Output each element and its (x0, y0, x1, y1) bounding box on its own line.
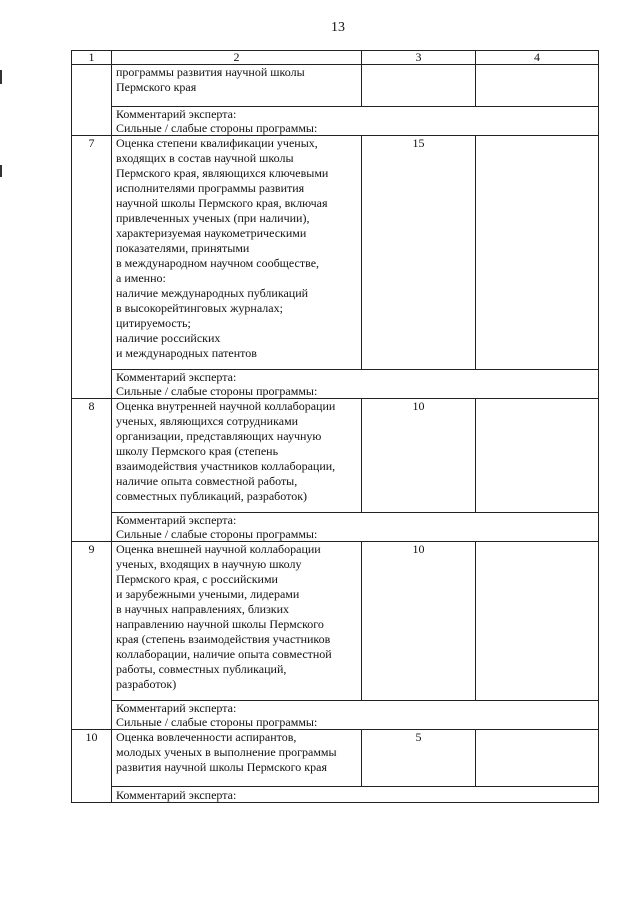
comment-row (72, 513, 599, 542)
comment-cell (112, 370, 599, 399)
criterion-line: исполнителями программы развития (116, 181, 305, 195)
criterion-line: в научных направлениях, близких (116, 602, 290, 616)
criterion-line: и зарубежными учеными, лидерами (116, 587, 300, 601)
comment-label: Комментарий эксперта: (116, 701, 237, 715)
criterion-line: направлению научной школы Пермского (116, 617, 324, 631)
criterion-line: коллаборации, наличие опыта совместной (116, 647, 332, 661)
criterion-cell (112, 136, 362, 370)
table-row (72, 730, 599, 787)
evaluation-table (71, 50, 599, 803)
criterion-line: привлеченных ученых (при наличии), (116, 211, 310, 225)
criterion-line: и международных патентов (116, 346, 257, 360)
column-header: 4 (476, 51, 599, 65)
criterion-line: наличие российских (116, 331, 221, 345)
max-score: 10 (362, 542, 476, 701)
row-number: 9 (72, 542, 112, 730)
criterion-line: Оценка вовлеченности аспирантов, (116, 730, 297, 744)
criterion-line: ученых, входящих в научную школу (116, 557, 302, 571)
criterion-line: в высокорейтинговых журналах; (116, 301, 283, 315)
criterion-line: наличие международных публикаций (116, 286, 309, 300)
criterion-line: цитируемость; (116, 316, 191, 330)
criterion-line: наличие опыта совместной работы, (116, 474, 298, 488)
criterion-line: Оценка степени квалификации ученых, (116, 136, 318, 150)
expert-score-cell (476, 730, 599, 787)
criterion-cell (112, 730, 362, 787)
max-score: 10 (362, 399, 476, 513)
comment-cell (112, 107, 599, 136)
comment-cell (112, 787, 599, 803)
comment-row (72, 370, 599, 399)
comment-row (72, 701, 599, 730)
strengths-label: Сильные / слабые стороны программы: (116, 121, 318, 135)
comment-label: Комментарий эксперта: (116, 788, 237, 802)
max-score: 15 (362, 136, 476, 370)
strengths-label: Сильные / слабые стороны программы: (116, 384, 318, 398)
criterion-line: школу Пермского края (степень (116, 444, 279, 458)
score-cell (362, 65, 476, 107)
criterion-line: края (степень взаимодействия участников (116, 632, 331, 646)
criterion-line: в международном научном сообществе, (116, 256, 320, 270)
table-row (72, 65, 599, 107)
criterion-line: Оценка внутренней научной коллаборации (116, 399, 336, 413)
criterion-line: организации, представляющих научную (116, 429, 322, 443)
scan-edge-mark (0, 70, 2, 84)
criterion-line: совместных публикаций, разработок) (116, 489, 308, 503)
criterion-line: Пермского края, с российскими (116, 572, 278, 586)
criterion-line: взаимодействия участников коллаборации, (116, 459, 336, 473)
expert-score-cell (476, 399, 599, 513)
max-score: 5 (362, 730, 476, 787)
column-header: 3 (362, 51, 476, 65)
column-header: 1 (72, 51, 112, 65)
row-number-cell (72, 65, 112, 136)
criterion-line: работы, совместных публикаций, (116, 662, 287, 676)
criterion-line: показателями, принятыми (116, 241, 250, 255)
comment-row (72, 787, 599, 803)
criterion-cell (112, 65, 362, 107)
row-number: 7 (72, 136, 112, 399)
table-row (72, 136, 599, 370)
comment-row (72, 107, 599, 136)
criterion-line: Пермского края, являющихся ключевыми (116, 166, 329, 180)
comment-label: Комментарий эксперта: (116, 370, 237, 384)
criterion-line: характеризуемая наукометрическими (116, 226, 307, 240)
expert-score-cell (476, 542, 599, 701)
table-header-row (72, 51, 599, 65)
expert-score-cell (476, 136, 599, 370)
strengths-label: Сильные / слабые стороны программы: (116, 527, 318, 541)
comment-cell (112, 513, 599, 542)
strengths-label: Сильные / слабые стороны программы: (116, 715, 318, 729)
criterion-line: ученых, являющихся сотрудниками (116, 414, 299, 428)
criterion-line: программы развития научной школы (116, 65, 305, 79)
criterion-line: Пермского края (116, 80, 197, 94)
row-number: 8 (72, 399, 112, 542)
column-header: 2 (112, 51, 362, 65)
criterion-line: развития научной школы Пермского края (116, 760, 327, 774)
table-row (72, 542, 599, 701)
criterion-line: входящих в состав научной школы (116, 151, 294, 165)
criterion-cell (112, 399, 362, 513)
page-number: 13 (331, 20, 345, 35)
criterion-line: а именно: (116, 271, 166, 285)
expert-score-cell (476, 65, 599, 107)
criterion-line: разработок) (116, 677, 177, 691)
criterion-line: Оценка внешней научной коллаборации (116, 542, 321, 556)
row-number: 10 (72, 730, 112, 803)
comment-cell (112, 701, 599, 730)
criterion-line: научной школы Пермского края, включая (116, 196, 328, 210)
criterion-line: молодых ученых в выполнение программы (116, 745, 337, 759)
comment-label: Комментарий эксперта: (116, 513, 237, 527)
criterion-cell (112, 542, 362, 701)
comment-label: Комментарий эксперта: (116, 107, 237, 121)
scan-edge-mark (0, 165, 2, 177)
table-row (72, 399, 599, 513)
